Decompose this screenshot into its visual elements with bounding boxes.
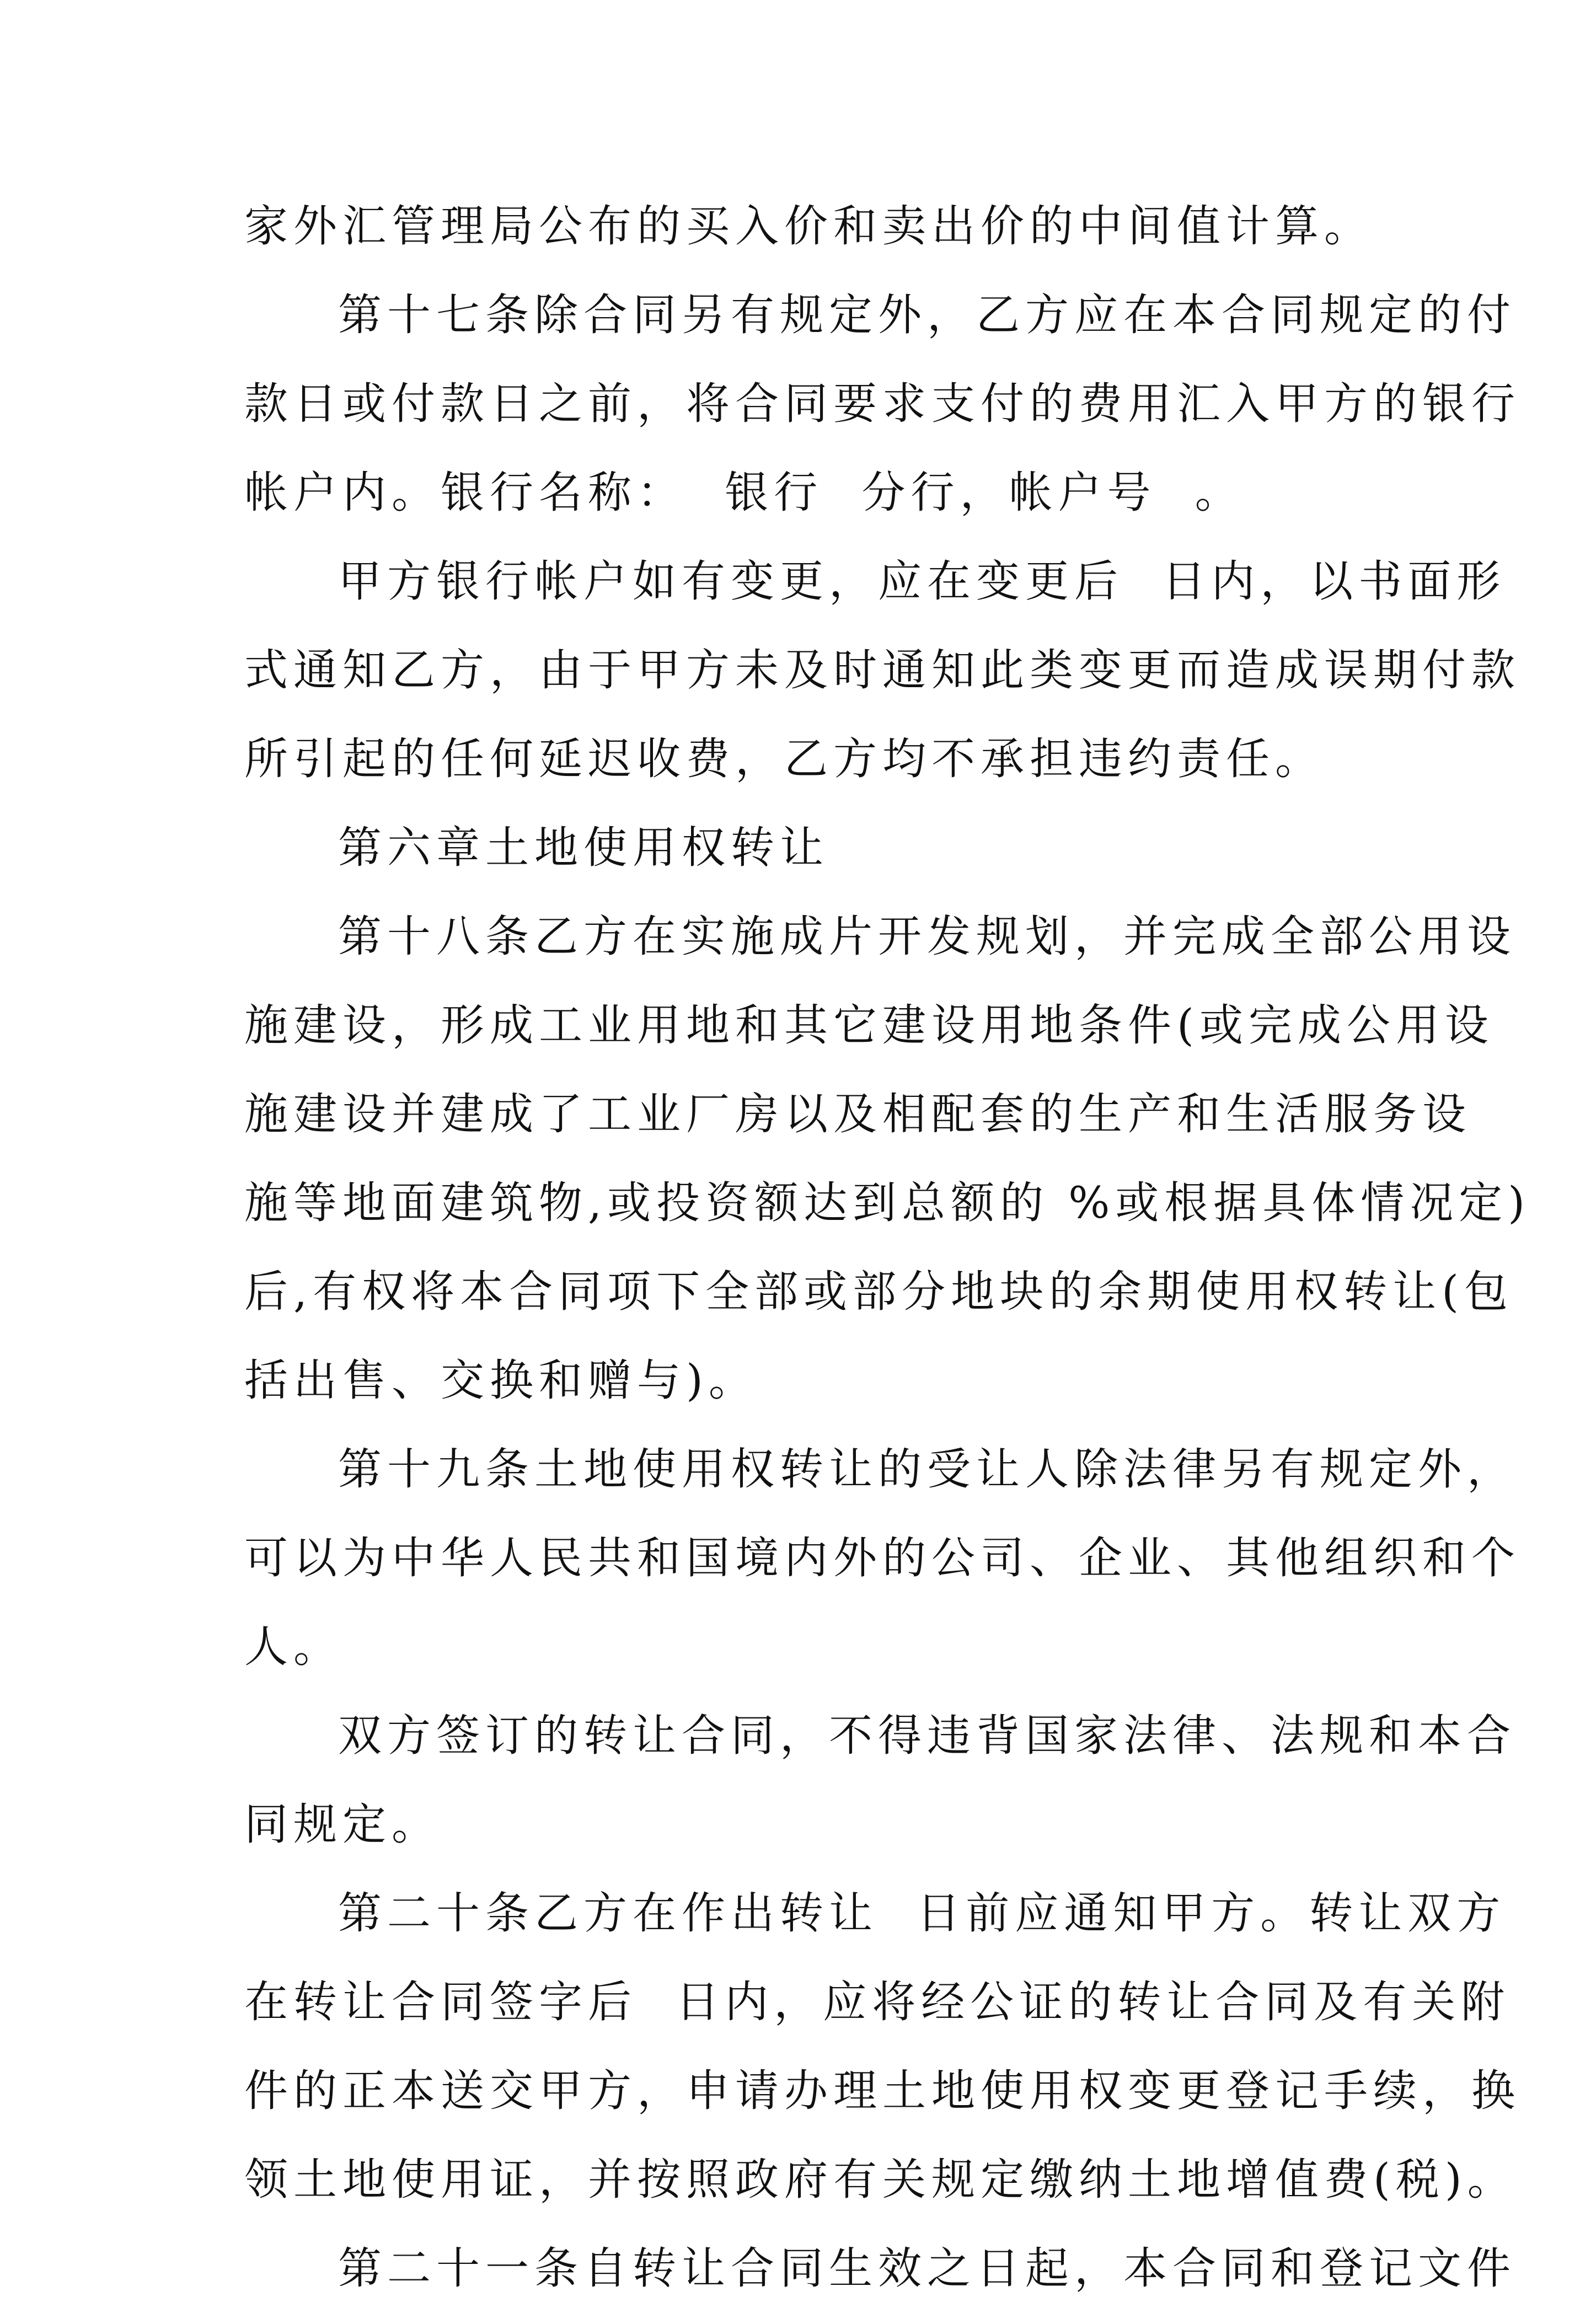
text-line: 第十七条除合同另有规定外，乙方应在本合同规定的付	[338, 290, 1516, 340]
text-line: 式通知乙方，由于甲方未及时通知此类变更而造成误期付款	[244, 645, 1520, 695]
contract-text-body	[244, 182, 1531, 2313]
chapter-heading: 第六章土地使用权转让	[338, 822, 829, 873]
text-line: 后,有权将本合同项下全部或部分地块的余期使用权转让(包	[244, 1266, 1513, 1317]
text-line: 在转让合同签字后 日内，应将经公证的转让合同及有关附	[244, 1977, 1511, 2027]
text-line: 家外汇管理局公布的买入价和卖出价的中间值计算。	[244, 201, 1373, 251]
text-line: 人。	[244, 1621, 342, 1672]
text-line: 施等地面建筑物,或投资额达到总额的 %或根据具体情况定)	[244, 1177, 1531, 1228]
text-line: 施建设，形成工业用地和其它建设用地条件(或完成公用设	[244, 1000, 1494, 1051]
text-line: 同规定。	[244, 1799, 441, 1850]
text-line: 所引起的任何延迟收费，乙方均不承担违约责任。	[244, 733, 1324, 784]
text-line: 可以为中华人民共和国境内外的公司、企业、其他组织和个	[244, 1533, 1520, 1583]
text-line: 双方签订的转让合同，不得违背国家法律、法规和本合	[338, 1710, 1516, 1761]
text-line: 帐户内。银行名称： 银行 分行，帐户号 。	[244, 467, 1244, 518]
text-line: 括出售、交换和赠与)。	[244, 1355, 758, 1406]
text-line: 施建设并建成了工业厂房以及相配套的生产和生活服务设	[244, 1089, 1471, 1139]
text-line: 第二十一条自转让合同生效之日起，本合同和登记文件	[338, 2243, 1516, 2294]
text-line: 甲方银行帐户如有变更，应在变更后 日内，以书面形	[338, 556, 1506, 607]
text-line: 件的正本送交甲方，申请办理土地使用权变更登记手续，换	[244, 2065, 1520, 2116]
text-line: 第十八条乙方在实施成片开发规划，并完成全部公用设	[338, 911, 1516, 962]
text-line: 第十九条土地使用权转让的受让人除法律另有规定外，	[338, 1444, 1516, 1495]
text-line: 领土地使用证，并按照政府有关规定缴纳土地增值费(税)。	[244, 2154, 1517, 2205]
text-line: 第二十条乙方在作出转让 日前应通知甲方。转让双方	[338, 1888, 1506, 1939]
text-line: 款日或付款日之前，将合同要求支付的费用汇入甲方的银行	[244, 378, 1520, 429]
